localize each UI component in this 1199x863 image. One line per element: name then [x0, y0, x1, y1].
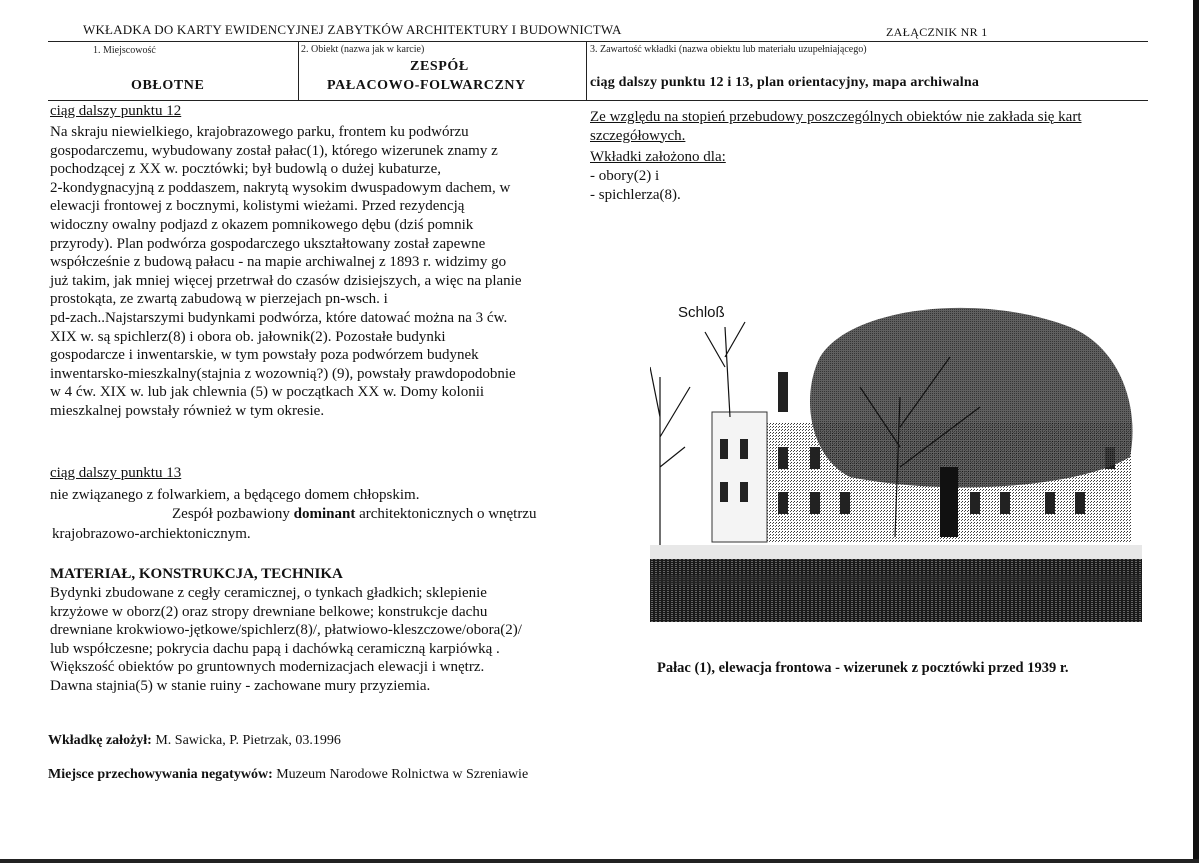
section-12-line: pochodzącej z XX w. pocztówki; był budowlą o dużej kubaturze,	[50, 161, 441, 178]
scan-edge-bottom	[0, 859, 1199, 863]
field-object-label: 2. Obiekt (nazwa jak w karcie)	[301, 44, 425, 55]
material-text	[50, 584, 522, 696]
header-top-rule	[48, 41, 1148, 42]
section-13-line-1: nie związanego z folwarkiem, a będącego domem chłopskim.	[50, 487, 420, 503]
storage-line: Miejsce przechowywania negatywów: Muzeum Narodowe Rolnictwa w Szreniawie	[48, 767, 529, 782]
palace-postcard-photo	[650, 297, 1142, 622]
field-object-value-2: PAŁACOWO-FOLWARCZNY	[327, 78, 526, 93]
note-line: szczegółowych.	[590, 127, 686, 144]
section-12-line: przyrody). Plan podwórza gospodarczego ukształtowany został zapewne	[50, 235, 486, 252]
section-12-line: inwentarsko-mieszkalny(stajnia z wozownią?) (9), powstały prawdopodobnie	[50, 365, 516, 382]
section-12-line: współcześnie z budową pałacu - na mapie archiwalnej z 1893 r. widzimy go	[50, 254, 507, 271]
section-12-line: mieszkalnej powstały również w tym okresie.	[50, 402, 325, 419]
material-line: krzyżowe w oborz(2) oraz stropy drewniane belkowe; konstrukcje dachu	[50, 603, 488, 620]
header-bottom-rule	[48, 100, 1148, 101]
section-12-line: XIX w. są spichlerz(8) i obora ob. jałownik(2). Pozostałe budynki	[50, 328, 446, 345]
section-13-line-3: krajobrazowo-archiektonicznym.	[52, 526, 251, 542]
section-12-line: gospodarczemu, wybudowany został pałac(1), którego wizerunek znamy z	[50, 142, 498, 159]
inserts-heading: Wkładki założono dla:	[590, 149, 726, 165]
section-12-line: w 4 ćw. XIX w. lub jak chlewnia (5) w początkach XX w. Domy kolonii	[50, 384, 485, 401]
material-line: Bydynki zbudowane z cegły ceramicznej, o tynkach gładkich; sklepienie	[50, 585, 487, 601]
attachment-number: ZAŁĄCZNIK NR 1	[886, 25, 988, 39]
insert-item: - spichlerza(8).	[590, 186, 681, 203]
material-line: lub współczesne; pokrycia dachu papą i dachówką ceramiczną karpiówką .	[50, 640, 500, 657]
scan-edge-right	[1193, 0, 1199, 863]
note-text	[590, 108, 1082, 145]
author-line: Wkładkę założył: M. Sawicka, P. Pietrzak, 03.1996	[48, 733, 341, 748]
section-12-line: Na skraju niewielkiego, krajobrazowego parku, frontem ku podwórzu	[50, 124, 469, 140]
document-title: WKŁADKA DO KARTY EWIDENCYJNEJ ZABYTKÓW ARCHITEKTURY I BUDOWNICTWA	[83, 22, 622, 37]
section-13-line-2: Zespół pozbawiony dominant architektonicznych o wnętrzu	[172, 506, 537, 522]
section-12-line: już takim, jak mniej więcej przetrwał do czasów dzisiejszych, a więc na planie	[50, 272, 522, 289]
field-contents-value: ciąg dalszy punktu 12 i 13, plan orientacyjny, mapa archiwalna	[590, 75, 980, 90]
field-locality-label: 1. Miejscowość	[93, 45, 156, 56]
section-12-text	[50, 123, 521, 421]
field-object-value-1: ZESPÓŁ	[410, 59, 469, 74]
header-divider-2	[586, 41, 587, 101]
photo-label: Schloß	[678, 304, 725, 321]
inserts-list	[590, 167, 681, 204]
material-line: Dawna stajnia(5) w stanie ruiny - zachowane mury przyziemia.	[50, 677, 431, 694]
section-12-line: prostokąta, ze zwartą zabudową w pierzejach pn-wsch. i	[50, 291, 388, 308]
section-12-heading: ciąg dalszy punktu 12	[50, 103, 182, 119]
section-12-line: pd-zach..Najstarszymi budynkami podwórza, które datować można na 3 ćw.	[50, 309, 508, 326]
section-12-line: gospodarcze i inwentarskie, w tym powstały poza podwórzem budynek	[50, 347, 479, 364]
photo-caption: Pałac (1), elewacja frontowa - wizerunek z pocztówki przed 1939 r.	[657, 660, 1069, 676]
material-line: Większość obiektów po gruntownych modernizacjach elewacji i wnętrz.	[50, 659, 485, 676]
material-line: drewniane krokwiowo-jętkowe/spichlerz(8)/, płatwiowo-kleszczowe/obora(2)/	[50, 622, 522, 639]
header-divider-1	[298, 41, 299, 101]
field-contents-label: 3. Zawartość wkładki (nazwa obiektu lub materiału uzupełniającego)	[590, 44, 867, 55]
field-locality-value: OBŁOTNE	[131, 78, 205, 93]
section-13-heading: ciąg dalszy punktu 13	[50, 465, 182, 481]
note-line: Ze względu na stopień przebudowy poszczególnych obiektów nie zakłada się kart	[590, 109, 1082, 125]
section-12-line: widoczny owalny podjazd z okazem pomnikowego dębu (dziś pomnik	[50, 216, 474, 233]
insert-item: - obory(2) i	[590, 168, 660, 184]
material-heading: MATERIAŁ, KONSTRUKCJA, TECHNIKA	[50, 566, 343, 582]
section-12-line: 2-kondygnacyjną z poddaszem, nakrytą wysokim dwuspadowym dachem, w	[50, 179, 511, 196]
section-12-line: elewacji frontowej z bocznymi, kolistymi wieżami. Przed rezydencją	[50, 198, 465, 215]
